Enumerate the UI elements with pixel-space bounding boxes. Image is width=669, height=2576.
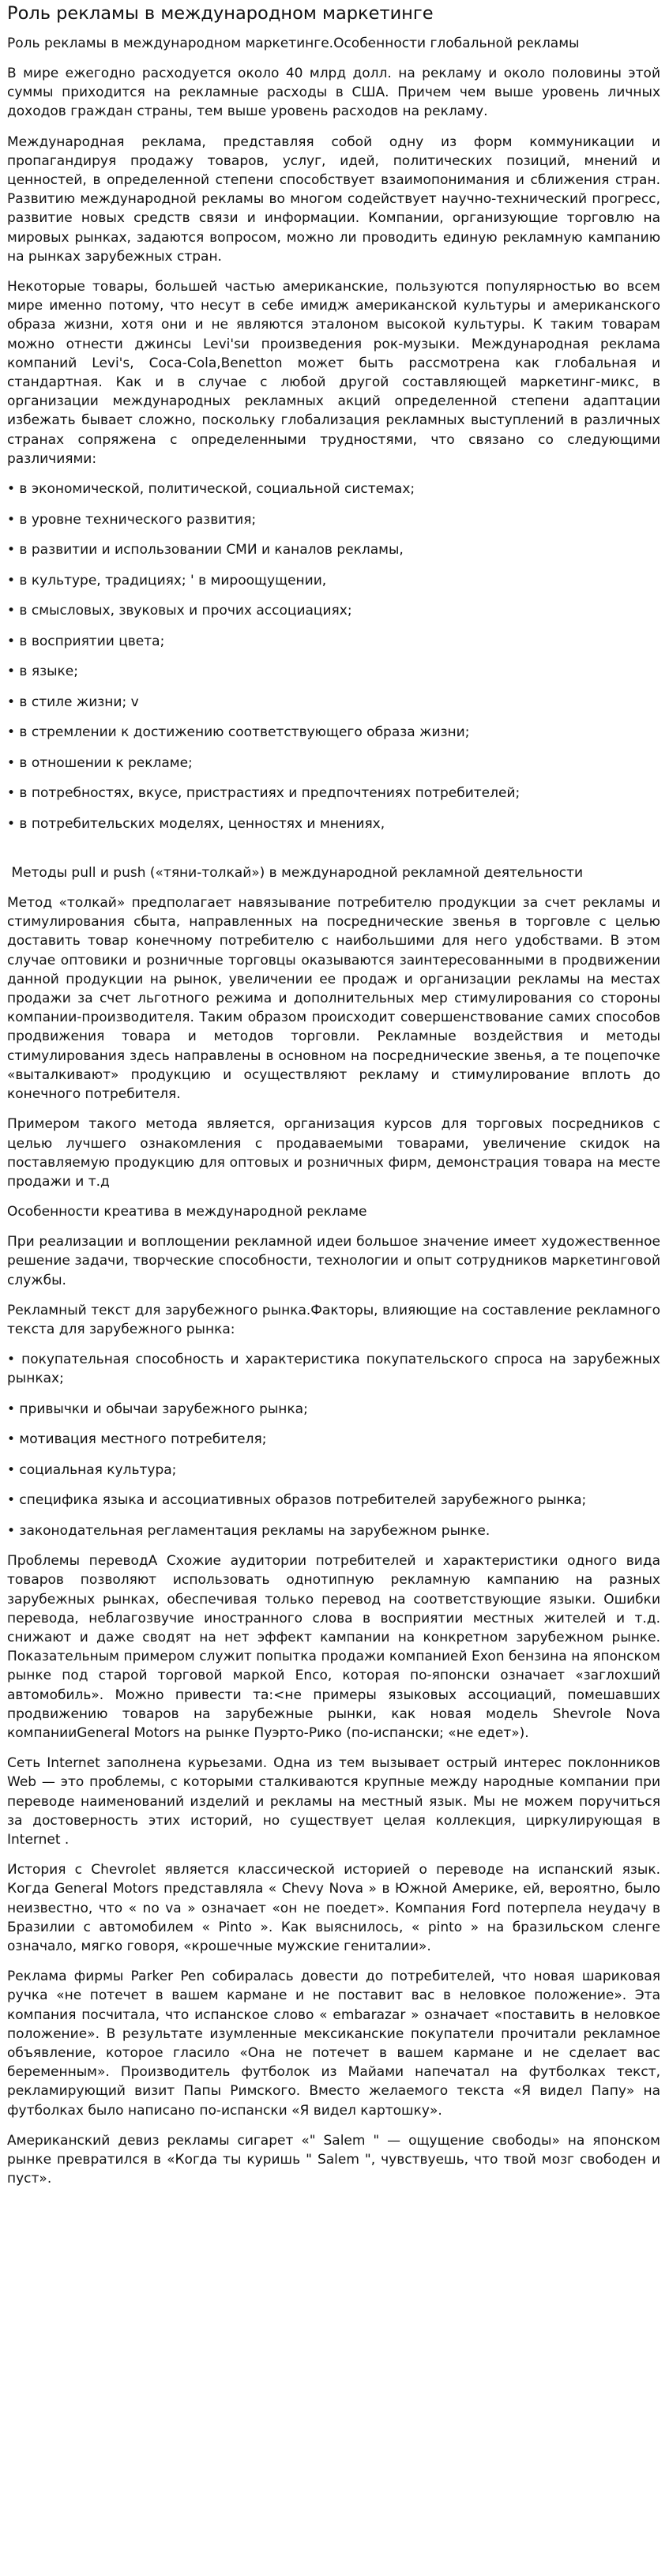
paragraph: Некоторые товары, большей частью американские, пользуются популярностью во всем мире именно потому, что несут в себе имидж американской культуры и американского образа жизни, хотя они и не являются эталоном высокой культуры. К таким товарам можно отнести джинсы Levi'sи произведения рок-музыки. Международная реклама компаний Levi's, Coca-Cola,Benetton может быть рассмотрена как глобальная и стандартная. Как и в случае с любой другой составляющей маркетинг-микс, в организации международных рекламных акций определенной степени адаптации избежать бывает сложно, поскольку глобализация рекламных выступлений в различных странах сопряжена с определенными трудностями, что связано со следующими различиями: [7, 279, 660, 467]
differences-list [7, 479, 660, 833]
list-item: • в языке; [7, 664, 78, 680]
spacer [7, 844, 660, 863]
list-item: • в потребительских моделях, ценностях и мнениях, [7, 815, 385, 832]
paragraph: Американский девиз рекламы сигарет «" Salem " — ощущение свободы» на японском рынке превратился в «Когда ты куришь " Salem ", чувствуешь, что твой мозг свободен и пуст». [7, 2132, 660, 2187]
list-item: • мотивация местного потребителя; [7, 1431, 267, 1448]
list-item: • покупательная способность и характеристика покупательского спроса на зарубежных рынках; [7, 1352, 660, 1387]
list-item: • специфика языка и ассоциативных образов потребителей зарубежного рынка; [7, 1492, 587, 1509]
list-item: • в стремлении к достижению соответствующего образа жизни; [7, 724, 470, 741]
paragraph: Проблемы переводА Схожие аудитории потребителей и характеристики одного вида товаров позволяют использовать однотипную рекламную кампанию на разных зарубежных рынках, обеспечивая только перевод на соответствующие языки. Ошибки перевода, неблагозвучие иностранного слова в восприятии местных жителей и т.д. снижают и даже сводят на нет эффект кампании на конкретном зарубежном рынке. Показательным примером служит попытка продажи компанией Exon бензина на японском рынке под старой торговой маркой Enco, которая по-японски означает «заглохший автомобиль». Можно привести та:<не примеры языковых ассоциаций, помешавших продвижению товаров на зарубежные рынки, как новая модель Shevrole Nova компанииGeneral Motors на рынке Пуэрто-Рико (по-испански; «не едет»). [7, 1553, 660, 1741]
article [0, 3, 669, 2188]
factors-list [7, 1350, 660, 1540]
list-item: • законодательная регламентация рекламы на зарубежном рынке. [7, 1522, 490, 1539]
list-item: • в уровне технического развития; [7, 511, 257, 528]
list-item: • в потребностях, вкусе, пристрастиях и предпочтениях потребителей; [7, 785, 521, 802]
list-item: • в смысловых, звуковых и прочих ассоциациях; [7, 603, 352, 619]
paragraph: Рекламный текст для зарубежного рынка.Факторы, влияющие на составление рекламного текста для зарубежного рынка: [7, 1302, 660, 1337]
paragraph: При реализации и воплощении рекламной идеи большое значение имеет художественное решение задачи, творческие способности, технологии и опыт сотрудников маркетинговой службы. [7, 1234, 660, 1288]
paragraph: История с Chevrolet является классической историей о переводе на испанский язык. Когда General Motors представляла « Chevy Nova » в Южной Америке, ей, вероятно, было неизвестно, что « no va » означает «он не поедет». Компания Ford потерпела неудачу в Бразилии с автомобилем « Pinto ». Как выяснилось, « pinto » на бразильском сленге означало, мягко говоря, «крошечные мужские гениталии». [7, 1862, 660, 1954]
list-item: • в экономической, политической, социальной системах; [7, 481, 415, 498]
list-item: • в восприятии цвета; [7, 633, 165, 649]
page-title: Роль рекламы в международном маркетинге [7, 3, 434, 24]
paragraph: Примером такого метода является, организация курсов для торговых посредников с целью лучшего ознакомления с продаваемыми товарами, увеличение скидок на поставляемую продукцию для оптовых и розничных фирм, демонстрация товара на месте продажи и т.д [7, 1116, 660, 1190]
paragraph: Международная реклама, представляя собой одну из форм коммуникации и пропагандируя продажу товаров, услуг, идей, политических позиций, мнений и ценностей, в определенной степени способствует взаимопонимания и сближения стран. Развитию международной рекламы во многом содействует научно-технический прогресс, развитие новых средств связи и информации. Компании, организующие торговлю на мировых рынках, задаются вопросом, можно ли проводить единую рекламную кампанию на рынках зарубежных стран. [7, 134, 660, 265]
list-item: • в культуре, традициях; ' в мироощущении, [7, 572, 327, 589]
paragraph: Реклама фирмы Parker Pen собиралась довести до потребителей, что новая шариковая ручка «не потечет в вашем кармане и не поставит вас в неловкое положение». Эта компания посчитала, что испанское слово « embarazar » означает «поставить в неловкое положение». В результате изумленные мексиканские покупатели прочитали рекламное объявление, которое гласило «Она не потечет в вашем кармане и не сделает вас беременным». Производитель футболок из Майами напечатал на футболках текст, рекламирующий визит Папы Римского. Вместо желаемого текста «Я видел Папу» на футболках было написано по-испански «Я видел картошку». [7, 1969, 660, 2119]
list-item: • привычки и обычаи зарубежного рынка; [7, 1401, 308, 1417]
paragraph: Сеть Internet заполнена курьезами. Одна из тем вызывает острый интерес поклонников Web — это проблемы, с которыми сталкиваются крупные между народные компании при переводе наименований изделий и рекламы на местный язык. Мы не можем поручиться за достоверность этих историй, но существует целая коллекция, циркулирующая в Internet . [7, 1755, 660, 1848]
section-heading-pull-push: Методы pull и push («тяни-толкай») в международной рекламной деятельности [7, 865, 584, 882]
list-item: • в стиле жизни; v [7, 694, 139, 710]
list-item: • в отношении к рекламе; [7, 754, 193, 771]
section-heading-creative: Особенности креатива в международной рекламе [7, 1204, 367, 1220]
paragraph: В мире ежегодно расходуется около 40 млрд долл. на рекламу и около половины этой суммы приходится на рекламные расходы в США. Причем чем выше уровень личных доходов граждан страны, тем выше уровень расходов на рекламу. [7, 66, 660, 120]
list-item: • социальная культура; [7, 1461, 177, 1478]
list-item: • в развитии и использовании СМИ и каналов рекламы, [7, 542, 404, 558]
paragraph: Метод «толкай» предполагает навязывание потребителю продукции за счет рекламы и стимулирования сбыта, направленных на посреднические звенья в торговле с целью доставить товар конечному потребителю с наибольшими для него удобствами. В этом случае оптовики и розничные торговцы оказываются заинтересованными в продвижении данной продукции на рынок, увеличении ее продаж и организации рекламы на местах продажи за счет льготного режима и дополнительных мер стимулирования со стороны компании-производителя. Таким образом происходит совершенствование самих способов продвижения товара и методов торговли. Рекламные воздействия и методы стимулирования здесь направлены в основном на посреднические звенья, а те поцепочке «выталкивают» продукцию и осуществляют рекламу и стимулирование вплоть до конечного потребителя. [7, 895, 660, 1103]
article-subtitle: Роль рекламы в международном маркетинге.Особенности глобальной рекламы [7, 36, 580, 51]
